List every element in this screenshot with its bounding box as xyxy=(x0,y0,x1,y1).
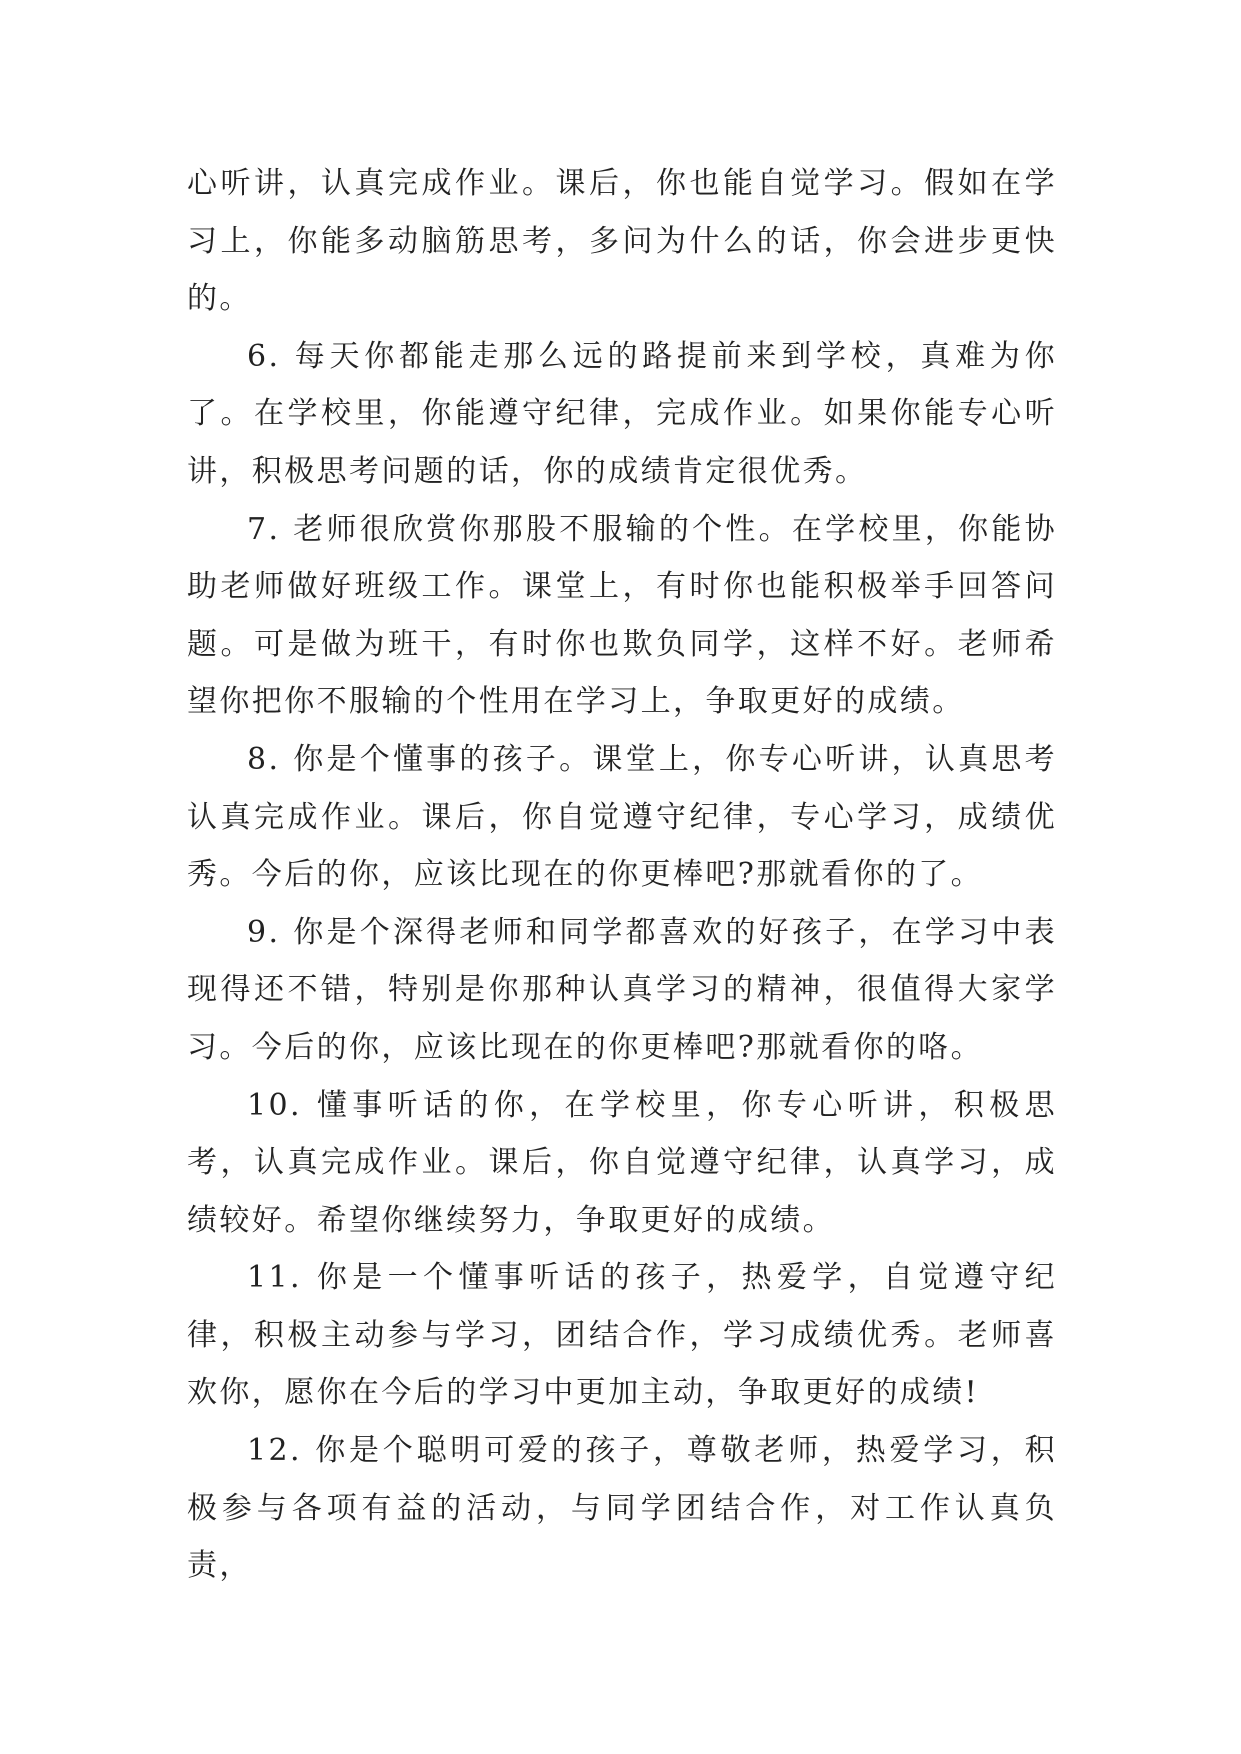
paragraph-comment-9: 9. 你是个深得老师和同学都喜欢的好孩子，在学习中表现得还不错，特别是你那种认真学习的精神，很值得大家学习。今后的你，应该比现在的你更棒吧?那就看你的咯。 xyxy=(187,914,1057,1065)
paragraph-comment-12: 12. 你是个聪明可爱的孩子，尊敬老师，热爱学习，积极参与各项有益的活动，与同学团结合作，对工作认真负责， xyxy=(187,1433,1057,1584)
paragraph-continued: 心听讲，认真完成作业。课后，你也能自觉学习。假如在学习上，你能多动脑筋思考，多问为什么的话，你会进步更快的。 xyxy=(187,166,1057,317)
paragraph-comment-6: 6. 每天你都能走那么远的路提前来到学校，真难为你了。在学校里，你能遵守纪律，完成作业。如果你能专心听讲，积极思考问题的话，你的成绩肯定很优秀。 xyxy=(187,338,1057,489)
document-body xyxy=(187,155,1057,1595)
paragraph-comment-11: 11. 你是一个懂事听话的孩子，热爱学，自觉遵守纪律，积极主动参与学习，团结合作，学习成绩优秀。老师喜欢你，愿你在今后的学习中更加主动，争取更好的成绩! xyxy=(187,1260,1057,1411)
paragraph-comment-7: 7. 老师很欣赏你那股不服输的个性。在学校里，你能协助老师做好班级工作。课堂上，有时你也能积极举手回答问题。可是做为班干，有时你也欺负同学，这样不好。老师希望你把你不服输的个性用在学习上，争取更好的成绩。 xyxy=(187,511,1057,720)
paragraph-comment-10: 10. 懂事听话的你，在学校里，你专心听讲，积极思考，认真完成作业。课后，你自觉遵守纪律，认真学习，成绩较好。希望你继续努力，争取更好的成绩。 xyxy=(187,1087,1057,1238)
paragraph-comment-8: 8. 你是个懂事的孩子。课堂上，你专心听讲，认真思考认真完成作业。课后，你自觉遵守纪律，专心学习，成绩优秀。今后的你，应该比现在的你更棒吧?那就看你的了。 xyxy=(187,741,1057,893)
